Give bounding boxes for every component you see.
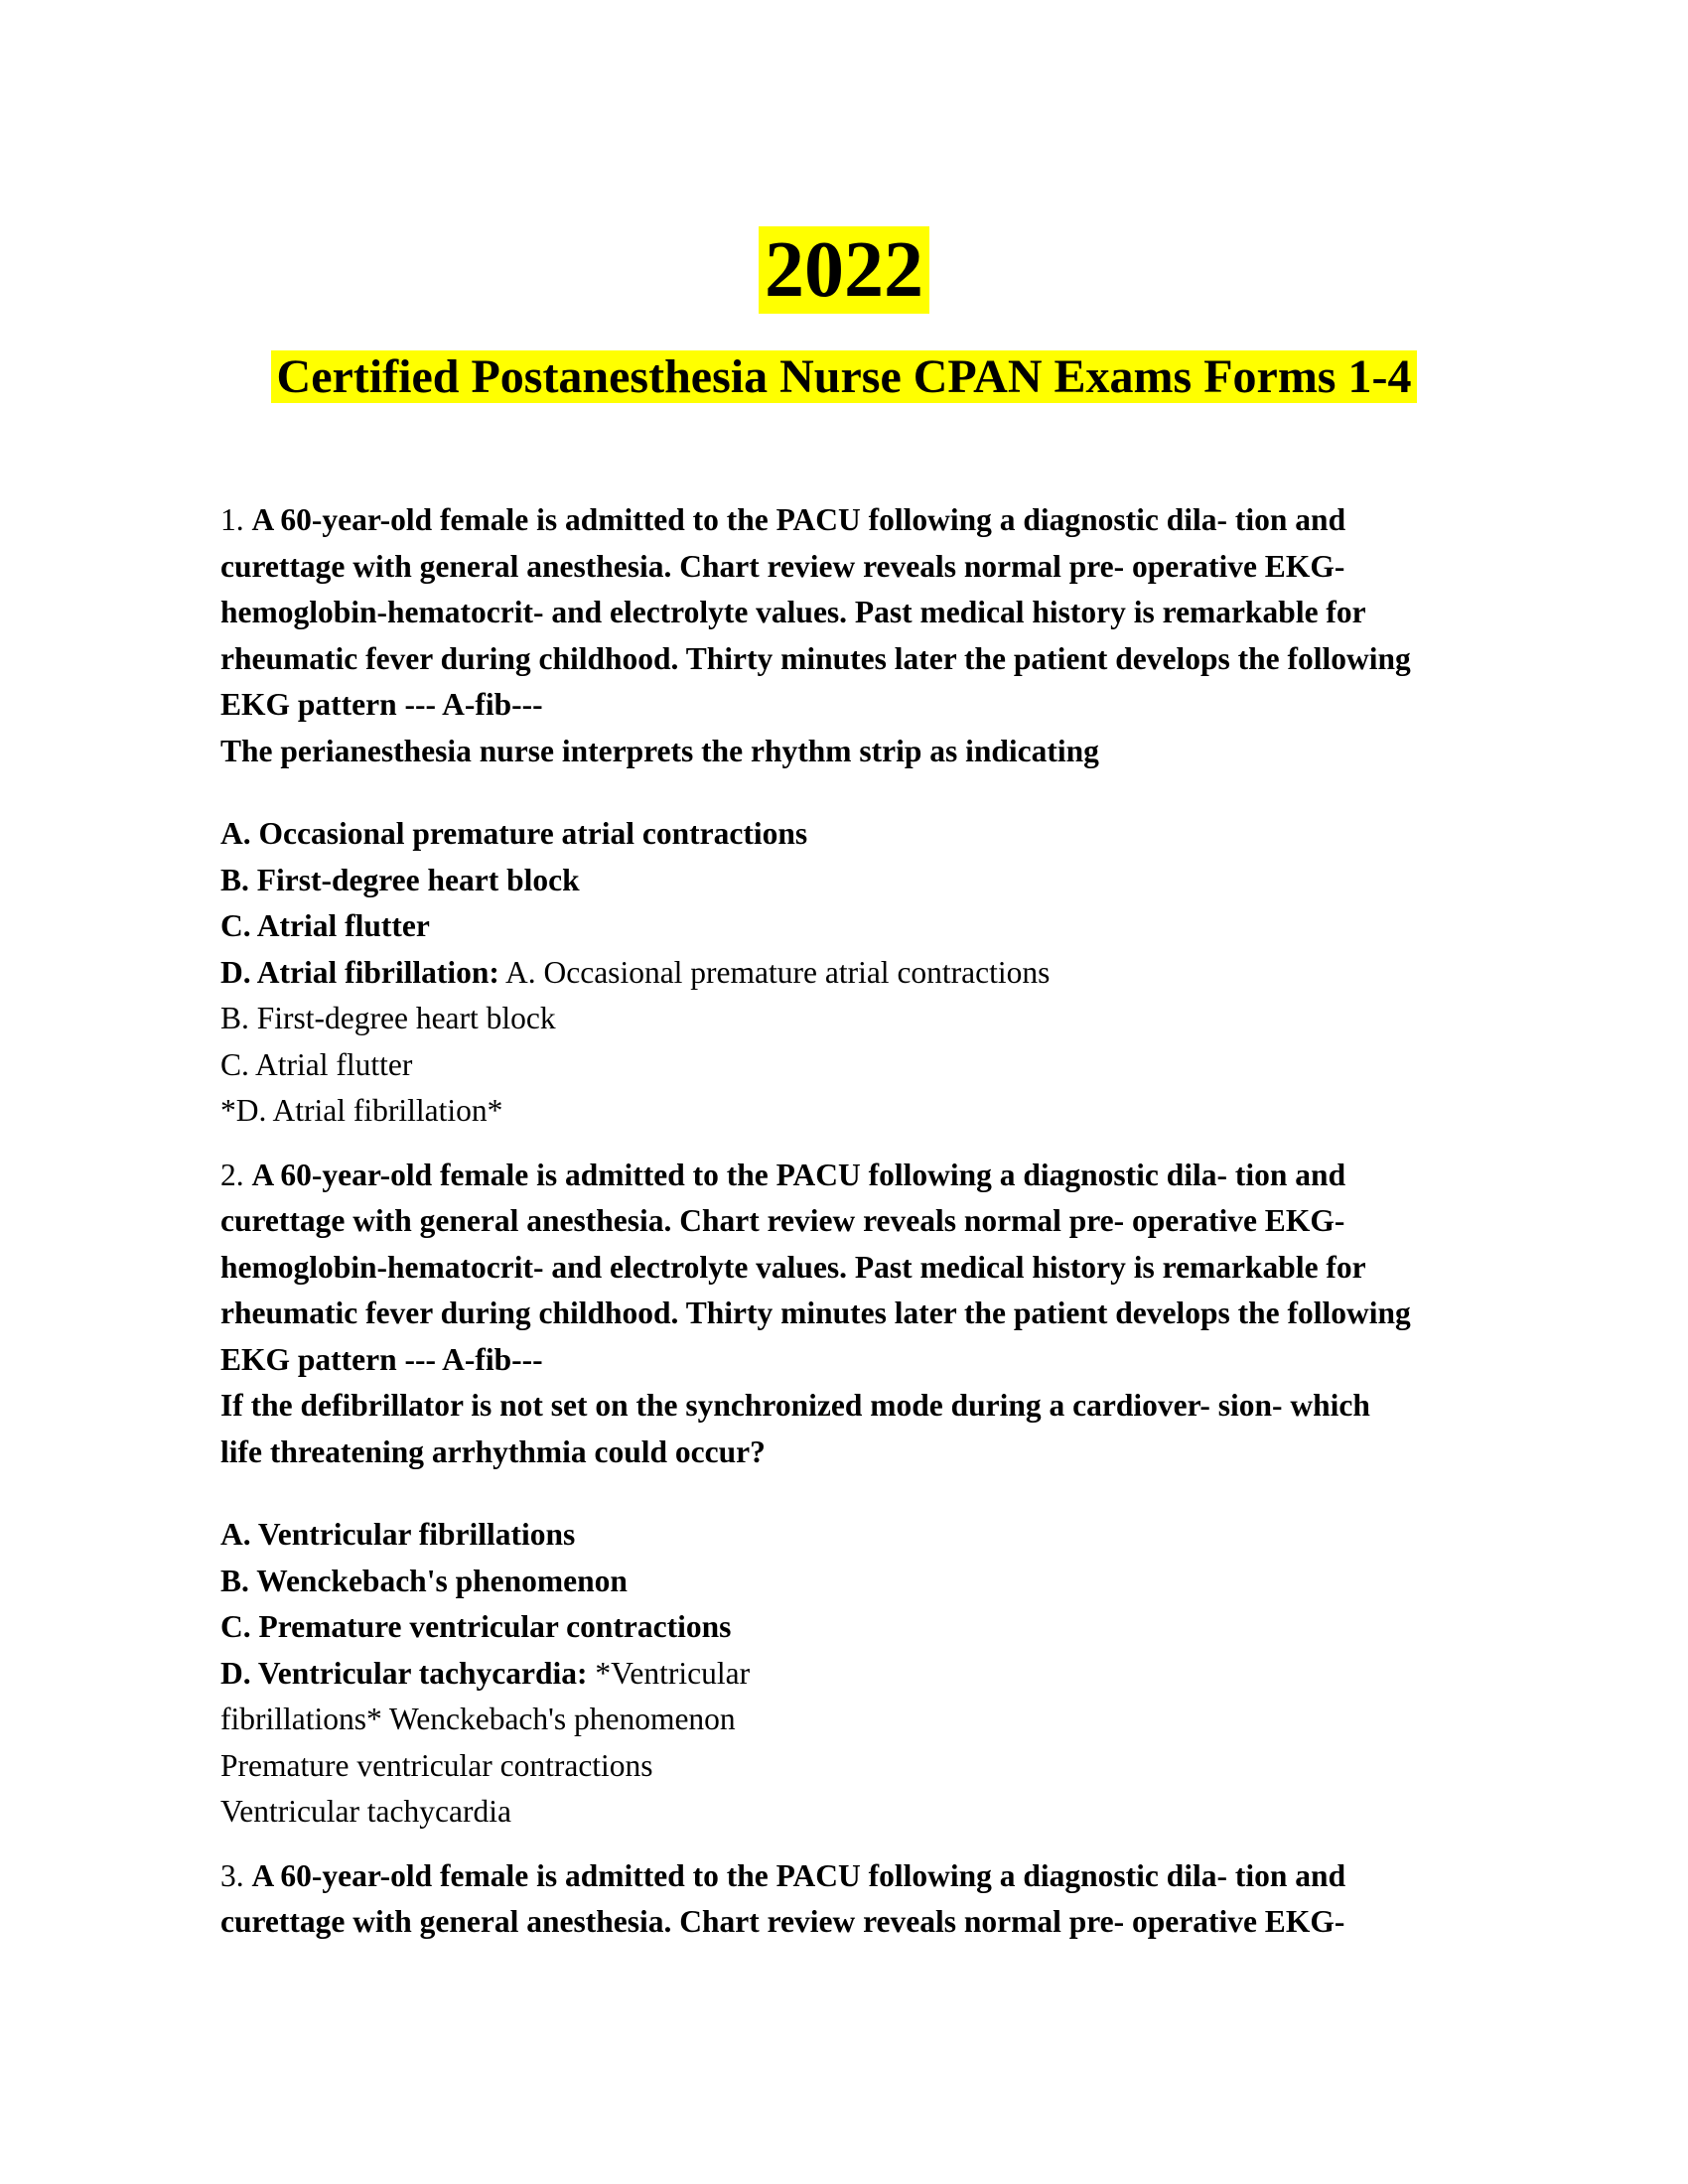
year-heading <box>0 226 1688 314</box>
answer-key-line: *D. Atrial fibrillation* <box>220 1093 503 1128</box>
answer-key-text: A. Occasional premature atrial contractions <box>498 954 1051 990</box>
answer-key-line: C. Atrial flutter <box>220 1046 413 1082</box>
question-stem-line: EKG pattern --- A-fib--- <box>220 687 543 722</box>
answer-key-line: Ventricular tachycardia <box>220 1794 511 1829</box>
question-prompt: The perianesthesia nurse interprets the rhythm strip as indicating <box>220 733 1099 768</box>
question-stem-line: curettage with general anesthesia. Chart review reveals normal pre- operative EKG- <box>220 1203 1345 1238</box>
answer-option-last: D. Atrial fibrillation: A. Occasional premature atrial contractions <box>220 954 1051 990</box>
question-number: 1. <box>220 502 244 537</box>
answer-key-line: B. First-degree heart block <box>220 1001 556 1035</box>
spacer <box>220 774 1511 811</box>
spacer <box>220 1475 1511 1512</box>
spacer <box>220 1836 1511 1853</box>
answer-key-line: fibrillations* Wenckebach's phenomenon <box>220 1702 736 1736</box>
question-stem-line: 2. A 60-year-old female is admitted to the PACU following a diagnostic dila- tion and <box>220 1157 1346 1192</box>
answer-option-last: D. Ventricular tachycardia: *Ventricular <box>220 1655 751 1691</box>
answer-option: C. Premature ventricular contractions <box>220 1609 732 1644</box>
answer-option: C. Atrial flutter <box>220 908 430 943</box>
question-stem-line: curettage with general anesthesia. Chart review reveals normal pre- operative EKG- <box>220 548 1345 584</box>
question-prompt: life threatening arrhythmia could occur? <box>220 1433 766 1469</box>
answer-key-text: *Ventricular <box>587 1655 751 1691</box>
answer-option: B. First-degree heart block <box>220 862 580 897</box>
question-2 <box>220 1153 1511 1836</box>
answer-option: A. Ventricular fibrillations <box>220 1517 576 1552</box>
question-prompt: If the defibrillator is not set on the synchronized mode during a cardiover- sion- which <box>220 1388 1370 1423</box>
title-highlight: Certified Postanesthesia Nurse CPAN Exams Forms 1-4 <box>271 350 1418 403</box>
question-3 <box>220 1853 1511 1946</box>
question-stem-line: hemoglobin-hematocrit- and electrolyte values. Past medical history is remarkable for <box>220 595 1366 629</box>
question-number: 3. <box>220 1857 244 1893</box>
answer-option: B. Wenckebach's phenomenon <box>220 1563 628 1598</box>
question-stem-line: hemoglobin-hematocrit- and electrolyte values. Past medical history is remarkable for <box>220 1249 1366 1285</box>
year-highlight: 2022 <box>759 226 929 314</box>
question-stem-line: rheumatic fever during childhood. Thirty minutes later the patient develops the following <box>220 1296 1411 1330</box>
question-1 <box>220 497 1511 1135</box>
question-stem-line: rheumatic fever during childhood. Thirty minutes later the patient develops the following <box>220 640 1411 676</box>
answer-key-line: Premature ventricular contractions <box>220 1747 653 1783</box>
question-number: 2. <box>220 1157 244 1192</box>
question-stem-line: 1. A 60-year-old female is admitted to the PACU following a diagnostic dila- tion and <box>220 502 1346 537</box>
document-title <box>0 351 1688 404</box>
question-stem-line: 3. A 60-year-old female is admitted to the PACU following a diagnostic dila- tion and <box>220 1857 1346 1893</box>
question-stem-line: curettage with general anesthesia. Chart review reveals normal pre- operative EKG- <box>220 1904 1345 1939</box>
document-body <box>220 497 1511 1946</box>
spacer <box>220 1135 1511 1153</box>
answer-option: A. Occasional premature atrial contractions <box>220 816 808 851</box>
question-stem-line: EKG pattern --- A-fib--- <box>220 1341 543 1377</box>
